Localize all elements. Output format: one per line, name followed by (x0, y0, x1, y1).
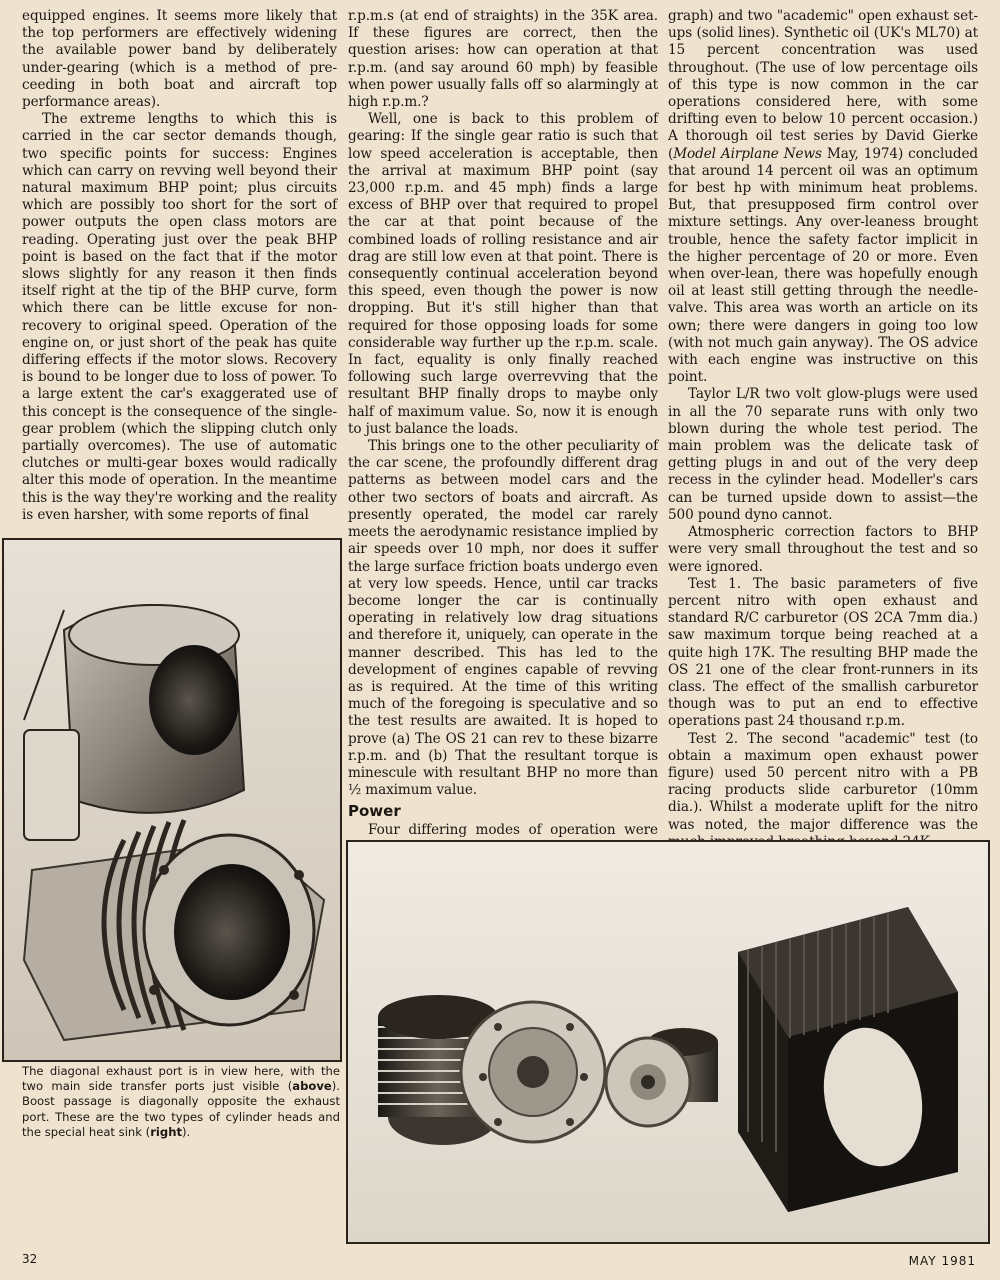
section-heading-power: Power (348, 802, 401, 821)
article-column-2 (348, 8, 658, 873)
engine-illustration (4, 540, 340, 1060)
photo-caption (22, 1064, 340, 1140)
text-run: above (292, 1079, 332, 1094)
paragraph: Taylor L/R two volt glow-plugs were used in all the 70 separate runs with only two blown during the whole test period. The main problem was the delicate task of getting plugs in and out of the very deep recess in the cylinder head. Modeller's cars can be turned upside down to assist—the 500 pound dyno cannot. (668, 386, 978, 523)
article-column-1 (22, 8, 337, 524)
text-run: The diagonal exhaust port is in view here, with the two main side transfer ports just visible ( (22, 1064, 340, 1094)
text-run: May, 1974) concluded that around 14 percent oil was an optimum for best hp with minimum heat problems. But, that presupposed firm control over mixture settings. Any over-leaness brought trouble, hence the safety factor implicit in the higher percentage of 20 or more. Even when over-lean, there was hopefully enough oil at least still getting through the needle-valve. This area was worth an article on its own; there were dangers in going too low (with not much gain anyway). The OS advice with each engine was instructive on this point. (668, 145, 978, 386)
publication-title: Model Airplane News (673, 145, 822, 162)
text-run: ). (182, 1124, 191, 1139)
text-run: graph) and two "academic" open exhaust set-ups (solid lines). Synthetic oil (UK's ML70) at 15 percent concentration was used throughout. (The use of low percentage oils of this type is now common in the car operations considered here, with some drifting even to below 10 percent occasion.) A thorough oil test series by David Gierke ( (668, 8, 978, 162)
paragraph: r.p.m.s (at end of straights) in the 35K area. If these figures are correct, then the question arises: how can operation at that r.p.m. (and say around 60 mph) by feasible when power usually falls off so alarmingly at high r.p.m.? (348, 8, 658, 111)
text-run: right (150, 1124, 182, 1139)
page-number: 32 (22, 1252, 38, 1266)
paragraph: Four differing modes of operation were (368, 821, 658, 838)
cylinder-heads-photo (346, 840, 990, 1244)
cylinder-heads-illustration (348, 842, 988, 1242)
paragraph (668, 8, 978, 386)
paragraph: equipped engines. It seems more likely that the top performers are effectively widening the available power band by deliberately under-gearing (which is a method of pre-ceeding in both boat and aircraft top performance areas). (22, 8, 337, 111)
paragraph: The extreme lengths to which this is carried in the car sector demands though, two specific points for success: Engines which can carry on revving well beyond their natural maximum BHP point; plus circuits which are possibly too short for the sort of power outputs the open class motors are reading. Operating just over the peak BHP point is based on the fact that if the motor slows slightly for any reason it then finds itself right at the tip of the BHP curve, form which there can be little excuse for non-recovery to original speed. Operation of the engine on, or just short of the peak has quite differing effects if the motor slows. Recovery is bound to be longer due to loss of power. To a large extent the car's exaggerated use of this concept is the consequence of the single-gear problem (which the slipping clutch only partially overcomes). The use of automatic clutches or multi-gear boxes would radically alter this mode of operation. In the meantime this is the way they're working and the reality is even harsher, with some reports of final (22, 111, 337, 523)
paragraph: Test 2. The second "academic" test (to obtain a maximum open exhaust power figure) used 50 percent nitro with a PB racing products slide carburetor (10mm dia.). Whilst a moderate uplift for the nitro was noted, the major difference was the (668, 730, 978, 833)
issue-date: MAY 1981 (908, 1254, 976, 1268)
paragraph: This brings one to the other peculiarity of the car scene, the profoundly different drag patterns as between model cars and the other two sectors of boats and aircraft. As presently operated, the model car rarely meets the aerodynamic resistance implied by air speeds over 10 mph, nor does it suffer the large surface friction boats undergo even at very low speeds. Hence, until car tracks become longer the car is continually operating in relatively low drag situations and therefore it, uniquely, can operate in the manner described. This has led to the development of engines capable of revving as is required. At the time of this writing much of the foregoing is speculative and so the test results are awaited. It is hoped to prove (a) The OS 21 can rev to these bizarre r.p.m. and (b) That the resultant torque is minescule with resultant BHP no more than ½ maximum value. (348, 438, 658, 799)
article-column-3 (668, 8, 978, 851)
engine-crankcase-photo (2, 538, 342, 1062)
text-run: ). Boost passage is diagonally opposite the exhaust port. These are the two types of cylinder heads and the special heat sink ( (22, 1079, 340, 1139)
paragraph: Test 1. The basic parameters of five percent nitro with open exhaust and standard R/C carburetor (OS 2CA 7mm dia.) saw maximum torque being reached at a quite high 17K. The resulting BHP made the OS 21 one of the clear front-runners in its class. The effect of the smallish carburetor though was to put an end to effective operations past 24 thousand r.p.m. (668, 575, 978, 730)
paragraph: Atmospheric correction factors to BHP were very small throughout the test and so were ignored. (668, 524, 978, 575)
paragraph: Well, one is back to this problem of gearing: If the single gear ratio is such that low speed acceleration is acceptable, then the arrival at maximum BHP point (say 23,000 r.p.m. and 45 mph) finds a large excess of BHP over that required to propel the car at that point because of the combined loads of rolling resistance and air drag are still low even at that point. There is consequently continual acceleration beyond this speed, even though the power is now dropping. But it's still higher than that required for those opposing loads for some considerable way further up the r.p.m. scale. In fact, equality is only finally reached following such large overrevving that the resultant BHP finally drops to maybe only half of maximum value. So, now it is enough to just balance the loads. (348, 111, 658, 437)
